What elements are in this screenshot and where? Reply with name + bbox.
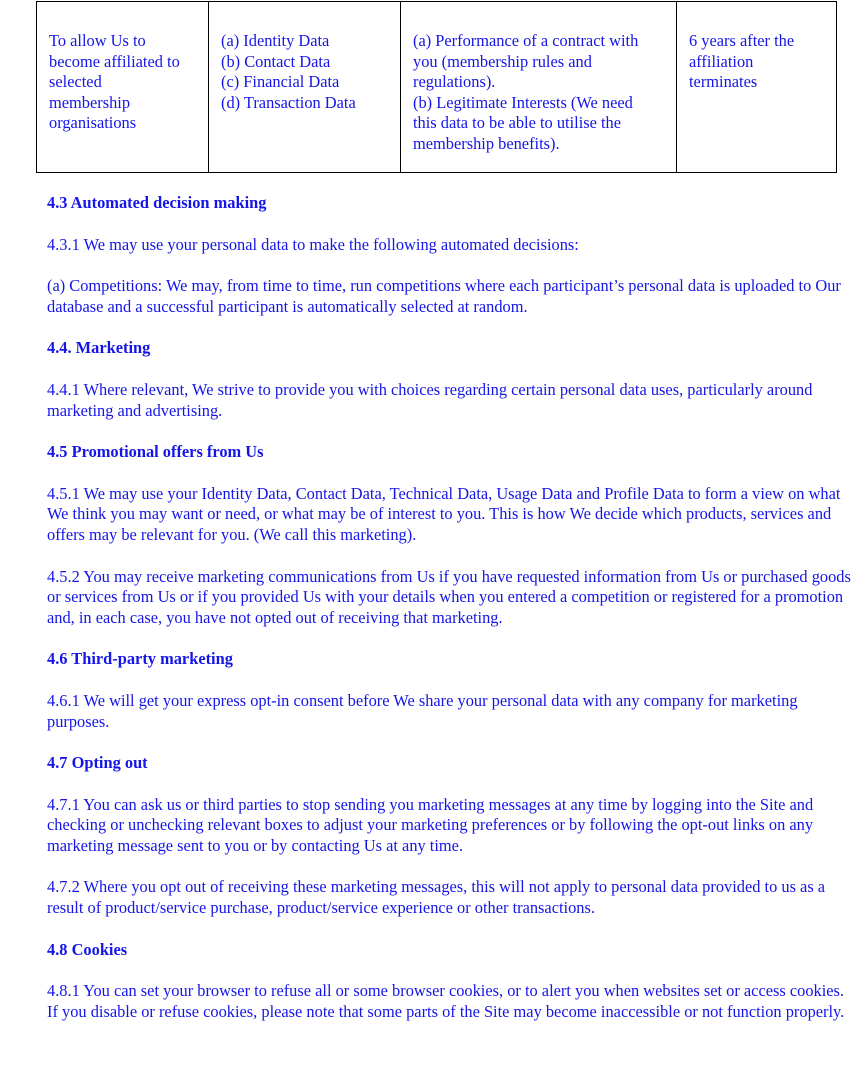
paragraph-4-5-2: 4.5.2 You may receive marketing communications from Us if you have requested information from Us or purchased goods or services from Us or if you provided Us with your details when you entered a competition or registered for a promotion and, in each case, you have not opted out of receiving that marketing. xyxy=(47,566,851,627)
retention-line: terminates xyxy=(689,72,758,92)
section-heading-third-party-marketing: 4.6 Third-party marketing xyxy=(47,649,233,669)
data-types-cell xyxy=(209,2,401,173)
purpose-line: To allow Us to xyxy=(49,31,146,50)
section-heading-marketing: 4.4. Marketing xyxy=(47,338,151,358)
policy-body xyxy=(47,193,859,1043)
purpose-line: selected xyxy=(49,72,102,92)
purpose-line: organisations xyxy=(49,113,137,133)
section-heading-cookies: 4.8 Cookies xyxy=(47,939,128,959)
section-heading-automated-decisions: 4.3 Automated decision making xyxy=(47,193,267,212)
paragraph-4-7-2: 4.7.2 Where you opt out of receiving these marketing messages, this will not apply to personal data provided to us as a result of product/service purchase, product/service experience or other transactions. xyxy=(47,877,826,918)
data-type-item: (c) Financial Data xyxy=(221,72,340,92)
retention-line: affiliation xyxy=(689,51,754,71)
lawful-basis-line: this data to be able to utilise the xyxy=(413,113,622,133)
table-row xyxy=(37,2,837,173)
paragraph-4-5-1: 4.5.1 We may use your Identity Data, Contact Data, Technical Data, Usage Data and Profile Data to form a view on what We think you may want or need, or what may be of interest to you. This is how We decide which products, services and offers may be relevant for you. (We call this marketing). xyxy=(47,483,841,544)
data-type-item: (d) Transaction Data xyxy=(221,92,356,112)
paragraph-4-6-1: 4.6.1 We will get your express opt-in consent before We share your personal data with any company for marketing purposes. xyxy=(47,690,798,731)
lawful-basis-line: (a) Performance of a contract with xyxy=(413,31,639,50)
paragraph-4-3-1: 4.3.1 We may use your personal data to make the following automated decisions: xyxy=(47,234,579,254)
section-heading-promotional-offers: 4.5 Promotional offers from Us xyxy=(47,442,264,462)
lawful-basis-line: you (membership rules and xyxy=(413,51,592,71)
lawful-basis-line: regulations). xyxy=(413,72,496,92)
paragraph-4-4-1: 4.4.1 Where relevant, We strive to provide you with choices regarding certain personal data uses, particularly around marketing and advertising. xyxy=(47,379,813,420)
lawful-basis-cell xyxy=(401,2,677,173)
paragraph-4-8-1: 4.8.1 You can set your browser to refuse all or some browser cookies, or to alert you when websites set or access cookies. If you disable or refuse cookies, please note that some parts of the Site may become inaccessible or not function properly. xyxy=(47,981,845,1021)
purpose-line: become affiliated to xyxy=(49,51,180,71)
purpose-cell xyxy=(37,2,209,173)
lawful-basis-line: membership benefits). xyxy=(413,133,560,153)
data-retention-table xyxy=(36,1,837,173)
paragraph-4-7-1: 4.7.1 You can ask us or third parties to stop sending you marketing messages at any time by logging into the Site and checking or unchecking relevant boxes to adjust your marketing preferences or by following the opt-out links on any marketing message sent to you or by contacting Us at any time. xyxy=(47,794,814,855)
retention-line: 6 years after the xyxy=(689,31,795,50)
purpose-line: membership xyxy=(49,92,131,112)
retention-period-cell xyxy=(677,2,837,173)
lawful-basis-line: (b) Legitimate Interests (We need xyxy=(413,92,633,112)
paragraph-4-3-competitions: (a) Competitions: We may, from time to time, run competitions where each participant’s personal data is uploaded to Our database and a successful participant is automatically selected at random. xyxy=(47,276,841,316)
section-heading-opting-out: 4.7 Opting out xyxy=(47,753,148,773)
data-type-item: (a) Identity Data xyxy=(221,31,330,50)
data-type-item: (b) Contact Data xyxy=(221,51,331,71)
